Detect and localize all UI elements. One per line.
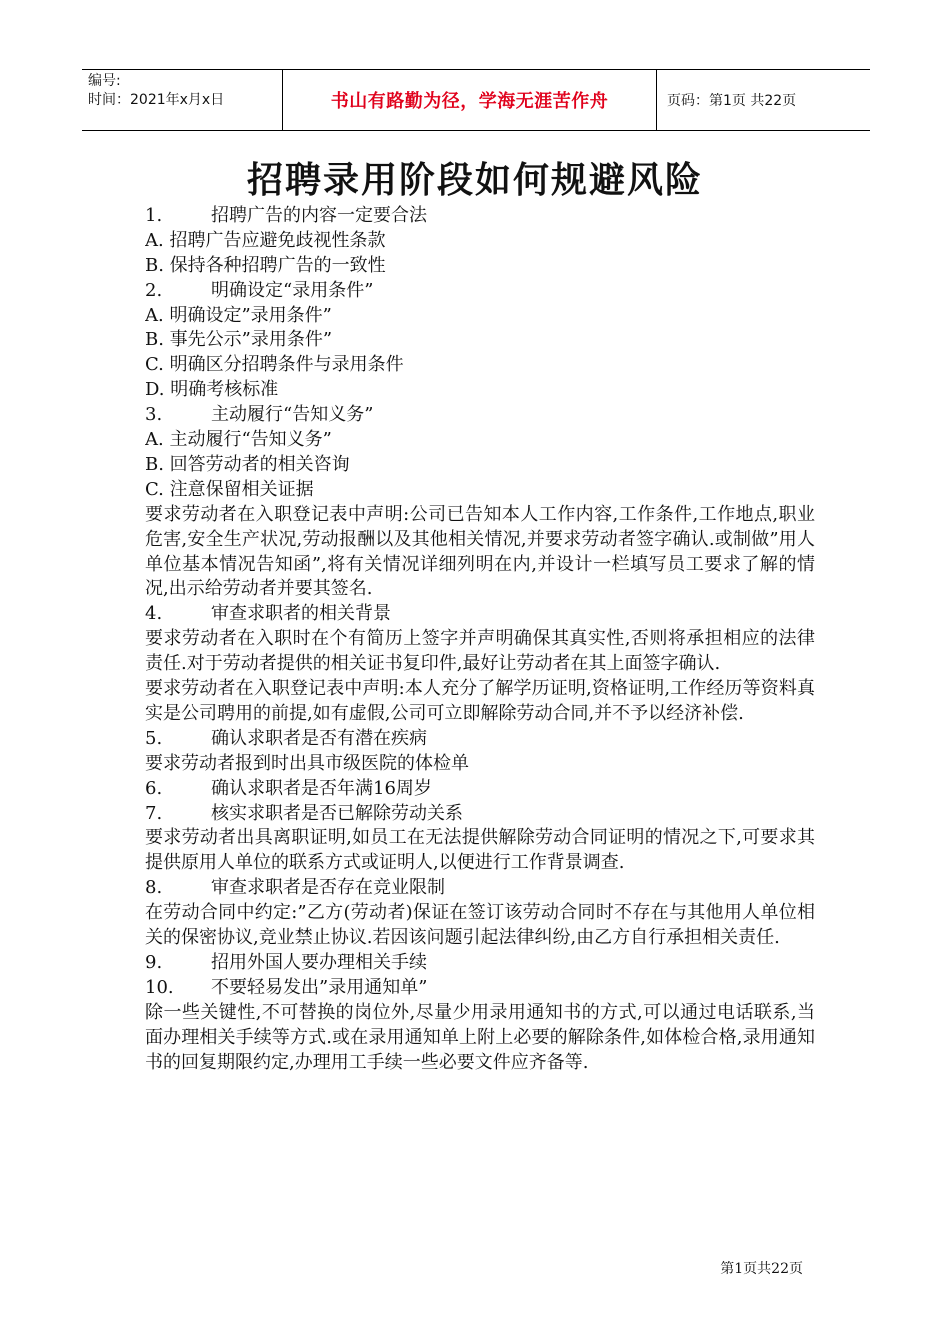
section-number: 1. — [145, 205, 163, 226]
section-heading — [145, 403, 815, 428]
list-item-text: B. 事先公示”录用条件” — [145, 329, 333, 351]
list-item-text: 要求劳动者报到时出具市级医院的体检单 — [145, 752, 469, 774]
body-paragraph: 在劳动合同中约定:”乙方(劳动者)保证在签订该劳动合同时不存在与其他用人单位相关的保密协议,竞业禁止协议.若因该问题引起法律纠纷,由乙方自行承担相关责任. — [145, 902, 815, 948]
section-heading-text: 确认求职者是否有潜在疾病 — [211, 727, 427, 749]
document-body — [145, 204, 815, 1075]
header-motto: 书山有路勤为径，学海无涯苦作舟 — [282, 70, 657, 130]
list-item — [145, 428, 815, 453]
list-item-text: A. 明确设定”录用条件” — [145, 304, 332, 326]
section-number: 10. — [145, 976, 174, 998]
section-heading-text: 核实求职者是否已解除劳动关系 — [211, 802, 463, 824]
section-heading — [145, 876, 815, 901]
section-heading-text: 明确设定“录用条件” — [211, 279, 374, 301]
list-item — [145, 328, 815, 353]
section-heading — [145, 279, 815, 304]
list-item — [145, 254, 815, 279]
section-heading-text: 审查求职者是否存在竞业限制 — [211, 877, 445, 899]
section-heading — [145, 802, 815, 827]
list-item — [145, 353, 815, 378]
section-heading-text: 审查求职者的相关背景 — [211, 603, 391, 625]
section-heading — [145, 976, 815, 1001]
section-number: 7. — [145, 802, 163, 824]
document-number-label: 编号: — [88, 73, 121, 89]
section-number: 2. — [145, 279, 163, 301]
section-heading-text: 主动履行“告知义务” — [211, 404, 374, 426]
list-item-text: B. 保持各种招聘广告的一致性 — [145, 254, 386, 276]
section-heading — [145, 204, 815, 229]
section-heading — [145, 951, 815, 976]
document-title: 招聘录用阶段如何规避风险 — [246, 159, 703, 201]
body-paragraph: 要求劳动者在入职登记表中声明:本人充分了解学历证明,资格证明,工作经历等资料真实是公司聘用的前提,如有虚假,公司可立即解除劳动合同,并不予以经济补偿. — [145, 678, 815, 724]
list-item — [145, 752, 815, 777]
section-number: 4. — [145, 603, 163, 625]
section-number: 5. — [145, 727, 163, 749]
list-item-text: B. 回答劳动者的相关咨询 — [145, 453, 350, 475]
section-heading — [145, 727, 815, 752]
section-number: 9. — [145, 951, 163, 973]
list-item — [145, 453, 815, 478]
list-item — [145, 304, 815, 329]
section-number: 6. — [145, 777, 163, 799]
body-paragraph: 除一些关键性,不可替换的岗位外,尽量少用录用通知书的方式,可以通过电话联系,当面办理相关手续等方式.或在录用通知单上附上必要的解除条件,如体检合格,录用通知书的回复期限约定,办理用工手续一些必要文件应齐备等. — [145, 1001, 815, 1073]
body-paragraph: 要求劳动者在入职时在个有简历上签字并声明确保其真实性,否则将承担相应的法律责任.对于劳动者提供的相关证书复印件,最好让劳动者在其上面签字确认. — [145, 628, 815, 675]
page-footer: 第1页共22页 — [720, 1261, 803, 1277]
list-item-text: C. 注意保留相关证据 — [145, 478, 314, 500]
list-item-text: A. 招聘广告应避免歧视性条款 — [145, 229, 386, 251]
section-heading — [145, 777, 815, 802]
document-time-label: 时间：2021年x月x日 — [88, 92, 225, 108]
list-item-text: D. 明确考核标准 — [145, 379, 279, 401]
section-heading-text: 不要轻易发出”录用通知单” — [211, 976, 428, 998]
section-heading-text: 招用外国人要办理相关手续 — [211, 951, 427, 973]
list-item — [145, 229, 815, 254]
body-paragraph: 要求劳动者在入职登记表中声明:公司已告知本人工作内容,工作条件,工作地点,职业危害,安全生产状况,劳动报酬以及其他相关情况,并要求劳动者签字确认.或制做”用人单位基本情况告知函”,将有关情况详细列明在内,并设计一栏填写员工要求了解的情况,出示给劳动者并要其签名. — [145, 503, 815, 600]
list-item-text: C. 明确区分招聘条件与录用条件 — [145, 354, 404, 376]
header-page-label: 页码：第1页 共22页 — [667, 93, 797, 109]
list-item — [145, 478, 815, 503]
header-meta — [82, 70, 282, 130]
section-number: 3. — [145, 404, 163, 426]
section-heading — [145, 602, 815, 627]
body-paragraph: 要求劳动者出具离职证明,如员工在无法提供解除劳动合同证明的情况之下,可要求其提供原用人单位的联系方式或证明人,以便进行工作背景调查. — [145, 827, 815, 874]
list-item — [145, 378, 815, 403]
section-heading-text: 确认求职者是否年满16周岁 — [211, 777, 432, 799]
section-heading-text: 招聘广告的内容一定要合法 — [211, 205, 427, 226]
list-item-text: A. 主动履行“告知义务” — [145, 429, 332, 451]
page-header — [82, 69, 870, 131]
section-number: 8. — [145, 877, 163, 899]
